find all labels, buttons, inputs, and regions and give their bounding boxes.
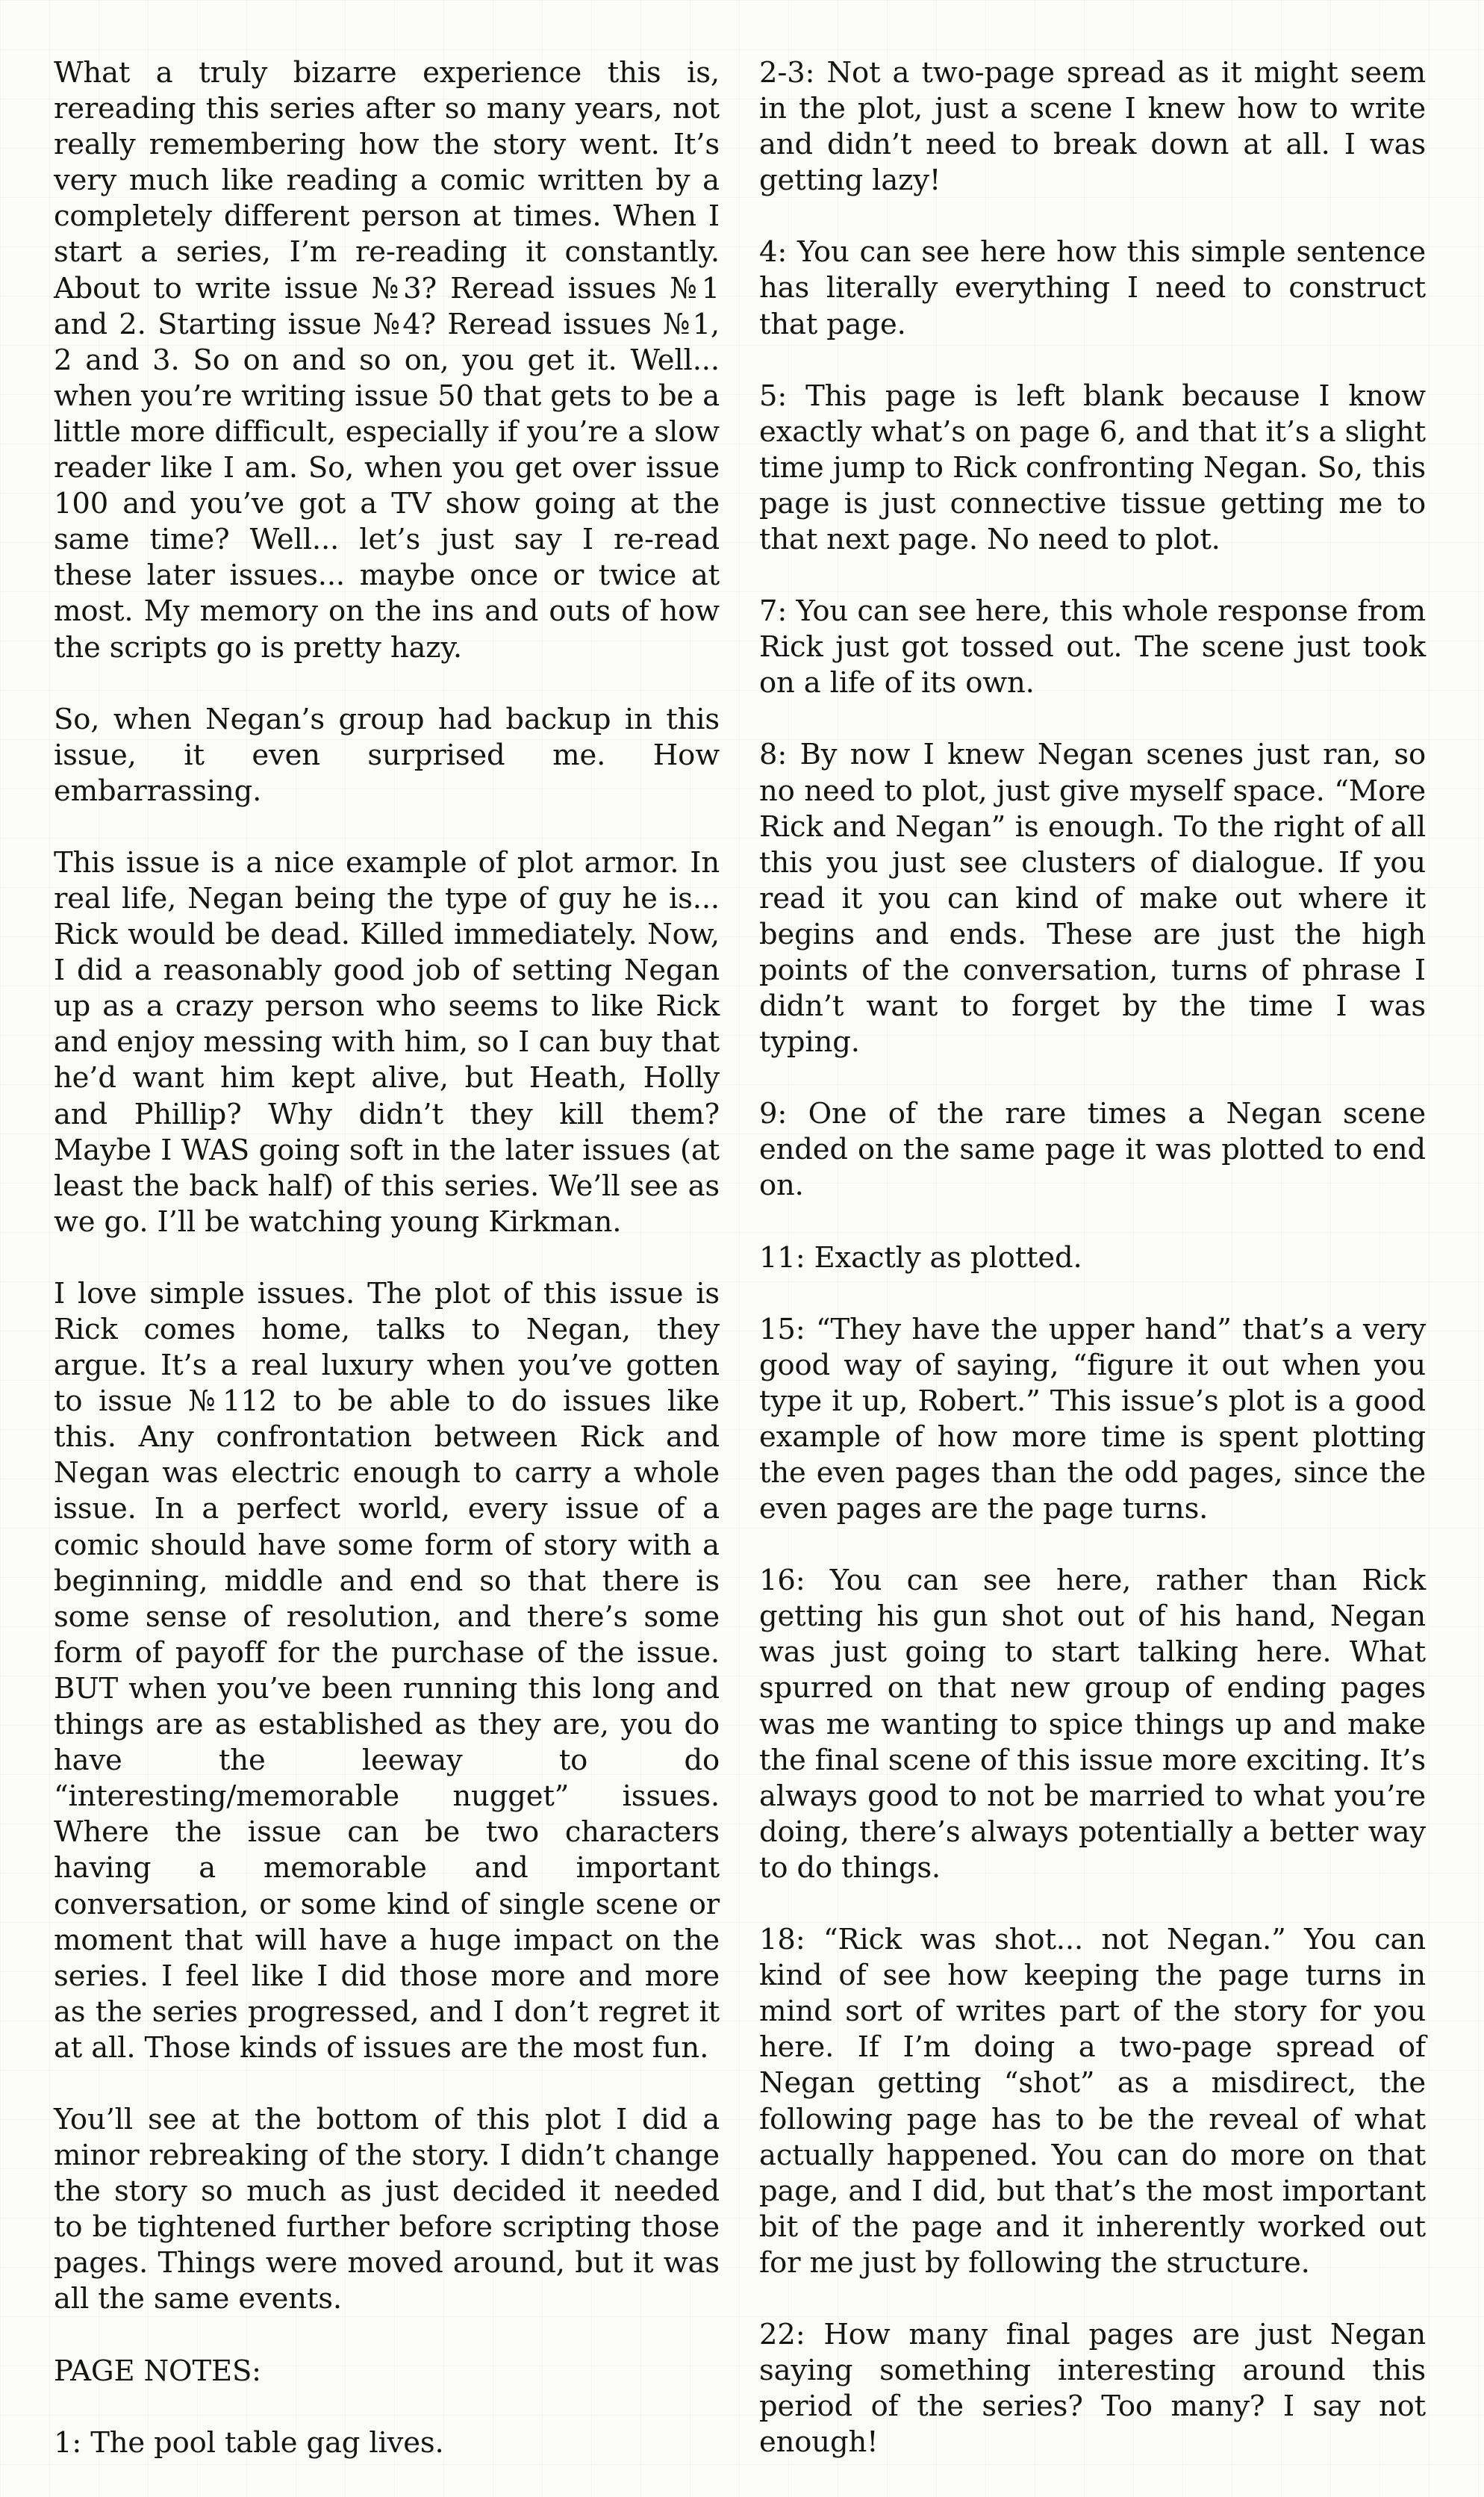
page-note-2-3: 2-3: Not a two-page spread as it might seem in the plot, just a scene I knew how to write and didn’t need to break down at all. I was getting lazy!: [759, 56, 1426, 198]
page-note-1: 1: The pool table gag lives.: [54, 2425, 444, 2460]
right-column: [759, 55, 1426, 2496]
page-notes-heading: PAGE NOTES:: [54, 2354, 262, 2388]
page-note-18: 18: “Rick was shot... not Negan.” You can kind of see how keeping the page turns in mind sort of writes part of the story for you here. If I’m doing a two-page spread of Negan getting “shot” as a misdirect, the following page has to be the reveal of what actually happened. You can do more on that page, and I did, but that’s the most important bit of the page and it inherently worked out for me just by following the structure.: [759, 1923, 1426, 2280]
paragraph-intro: What a truly bizarre experience this is, rereading this series after so many years, not really remembering how the story went. It’s very much like reading a comic written by a completely different person at times. When I start a series, I’m re-reading it constantly. About to write issue №3? Reread issues №1 and 2. Starting issue №4? Reread issues №1, 2 and 3. So on and so on, you get it. Well... when you’re writing issue 50 that gets to be a little more difficult, especially if you’re a slow reader like I am. So, when you get over issue 100 and you’ve got a TV show going at the same time? Well... let’s just say I re-read these later issues... maybe once or twice at most. My memory on the ins and outs of how the scripts go is pretty hazy.: [54, 56, 720, 665]
left-column: [54, 55, 720, 2497]
page-note-22: 22: How many final pages are just Negan saying something interesting around this period of the series? Too many? I say not enough!: [759, 2317, 1426, 2460]
page-note-7: 7: You can see here, this whole response from Rick just got tossed out. The scene just took on a life of its own.: [759, 594, 1426, 700]
paragraph-simple-issues: I love simple issues. The plot of this issue is Rick comes home, talks to Negan, they argue. It’s a real luxury when you’ve gotten to issue №112 to be able to do issues like this. Any confrontation between Rick and Negan was electric enough to carry a whole issue. In a perfect world, every issue of a comic should have some form of story with a beginning, middle and end so that there is some sense of resolution, and there’s some form of payoff for the purchase of the issue. BUT when you’ve been running this long and things are as established as they are, you do have the leeway to do “interesting/memorable nugget” issues. Where the issue can be two characters having a memorable and important conversation, or some kind of single scene or moment that will have a huge impact on the series. I feel like I did those more and more as the series progressed, and I don’t regret it at all. Those kinds of issues are the most fun.: [54, 1276, 720, 2065]
page-note-8: 8: By now I knew Negan scenes just ran, so no need to plot, just give myself space. “More Rick and Negan” is enough. To the right of all this you just see clusters of dialogue. If you read it you can kind of make out where it begins and ends. These are just the high points of the conversation, turns of phrase I didn’t want to forget by the time I was typing.: [759, 738, 1426, 1060]
page-note-16: 16: You can see here, rather than Rick getting his gun shot out of his hand, Negan was just going to start talking here. What spurred on that new group of ending pages was me wanting to spice things up and make the final scene of this issue more exciting. It’s always good to not be married to what you’re doing, there’s always potentially a better way to do things.: [759, 1564, 1426, 1885]
page-note-11: 11: Exactly as plotted.: [759, 1240, 1082, 1275]
page-note-4: 4: You can see here how this simple sentence has literally everything I need to construct that page.: [759, 235, 1426, 341]
page-note-15: 15: “They have the upper hand” that’s a very good way of saying, “figure it out when you type it up, Robert.” This issue’s plot is a good example of how more time is spent plotting the even pages than the odd pages, since the even pages are the page turns.: [759, 1312, 1426, 1526]
paragraph-plot-armor: This issue is a nice example of plot armor. In real life, Negan being the type of guy he is... Rick would be dead. Killed immediately. Now, I did a reasonably good job of setting Negan up as a crazy person who seems to like Rick and enjoy messing with him, so I can buy that he’d want him kept alive, but Heath, Holly and Phillip? Why didn’t they kill them? Maybe I WAS going soft in the later issues (at least the back half) of this series. We’ll see as we go. I’ll be watching young Kirkman.: [54, 845, 720, 1239]
page-note-9: 9: One of the rare times a Negan scene ended on the same page it was plotted to end on.: [759, 1097, 1426, 1203]
paragraph-rebreaking: You’ll see at the bottom of this plot I did a minor rebreaking of the story. I didn’t change the story so much as just decided it needed to be tightened further before scripting those pages. Things were moved around, but it was all the same events.: [54, 2102, 720, 2316]
page-note-5: 5: This page is left blank because I know exactly what’s on page 6, and that it’s a slight time jump to Rick confronting Negan. So, this page is just connective tissue getting me to that next page. No need to plot.: [759, 379, 1426, 557]
paragraph-backup: So, when Negan’s group had backup in this issue, it even surprised me. How embarrassing.: [54, 702, 720, 808]
